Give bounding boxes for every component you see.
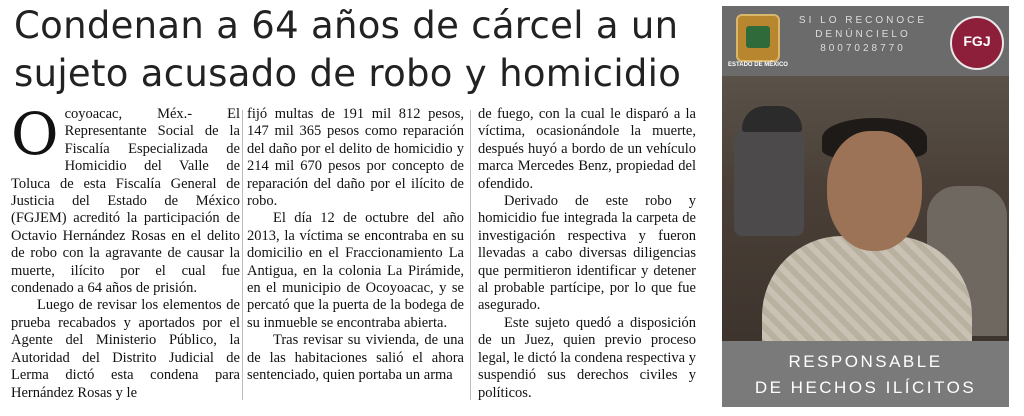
report-slogan (788, 14, 938, 56)
article-paragraph: fijó multas de 191 mil 812 pesos, 147 mil 365 pesos como reparación del daño por el delito de homicidio y 214 mil 670 pesos por concepto de reparación del daño por el ilícito de robo. (247, 106, 464, 210)
article-paragraph: El día 12 de octubre del año 2013, la víctima se encontraba en su domicilio en el Fraccionamiento La Antigua, en la colonia La Pirámide, en el municipio de Ocoyoacac, y se percató que la puerta de la bodega de su inmueble se encontraba abierta. (247, 210, 464, 331)
article-paragraph (11, 100, 240, 297)
slogan-line-2: DENÚNCIELO (815, 29, 911, 40)
article-paragraph: Luego de revisar los elementos de prueba recabados y aportados por el Agente del Ministerio Público, la Autoridad del Distrito Judicial de Lerma dictó esta condena para Hernández Rosas y le (11, 297, 240, 401)
caption-line-1: RESPONSABLE (788, 352, 943, 371)
dropcap: O (11, 100, 59, 168)
state-label: ESTADO DE MÉXICO (728, 62, 788, 68)
suspect-shirt (762, 236, 972, 346)
photo-caption (722, 341, 1009, 407)
slogan-line-1: SI LO RECONOCE (798, 15, 928, 26)
article-paragraph-text: coyoacac, Méx.- El Representante Social de la Fiscalía Especializada de Homicidio del Valle de Toluca de esta Fiscalía General de Justicia del Estado de México (FGJEM) acreditó la participación de Octavio Hernández Rosas en el delito de robo con la agravante de causar la muerte, ilícito por el cual fue condenado a 64 años de prisión. (11, 106, 240, 297)
suspect-face (827, 131, 922, 251)
column-divider (242, 110, 243, 400)
headline-line-2: sujeto acusado de robo y homicidio (14, 52, 682, 95)
article-paragraph: de fuego, con la cual le disparó a la víctima, ocasionándole la muerte, después huyó a bordo de un vehículo marca Mercedes Benz, propiedad del ofendido. (478, 106, 696, 192)
article-column-2 (247, 106, 464, 385)
photo-banner (722, 6, 1009, 76)
column-divider (470, 110, 471, 400)
article-paragraph: Este sujeto quedó a disposición de un Juez, quien previo proceso legal, le dictó la condena respectiva y suspendió sus derechos civiles y políticos. (478, 314, 696, 401)
article-column-1 (11, 100, 240, 402)
photo-scene (722, 76, 1009, 341)
suspect-photo (722, 6, 1009, 407)
phone-number: 8007028770 (820, 43, 906, 54)
state-seal-icon (736, 14, 780, 62)
article-paragraph: Derivado de este robo y homicidio fue integrada la carpeta de investigación respectiva y fueron llevadas a cabo diversas diligencias que permitieron identificar y detener al probable partícipe, por lo que fue asegurado. (478, 193, 696, 314)
fgj-logo-text: FGJ (963, 33, 991, 49)
headline-line-1: Condenan a 64 años de cárcel a un (14, 4, 679, 47)
caption-line-2: DE HECHOS ILÍCITOS (754, 378, 977, 397)
fgj-logo-icon (950, 16, 1004, 70)
background-person (734, 116, 804, 236)
article-column-3 (478, 106, 696, 402)
article-paragraph: Tras revisar su vivienda, de una de las habitaciones salió el ahora sentenciado, quien portaba un arma (247, 332, 464, 384)
cap-shape (742, 106, 802, 132)
headline (14, 2, 714, 98)
